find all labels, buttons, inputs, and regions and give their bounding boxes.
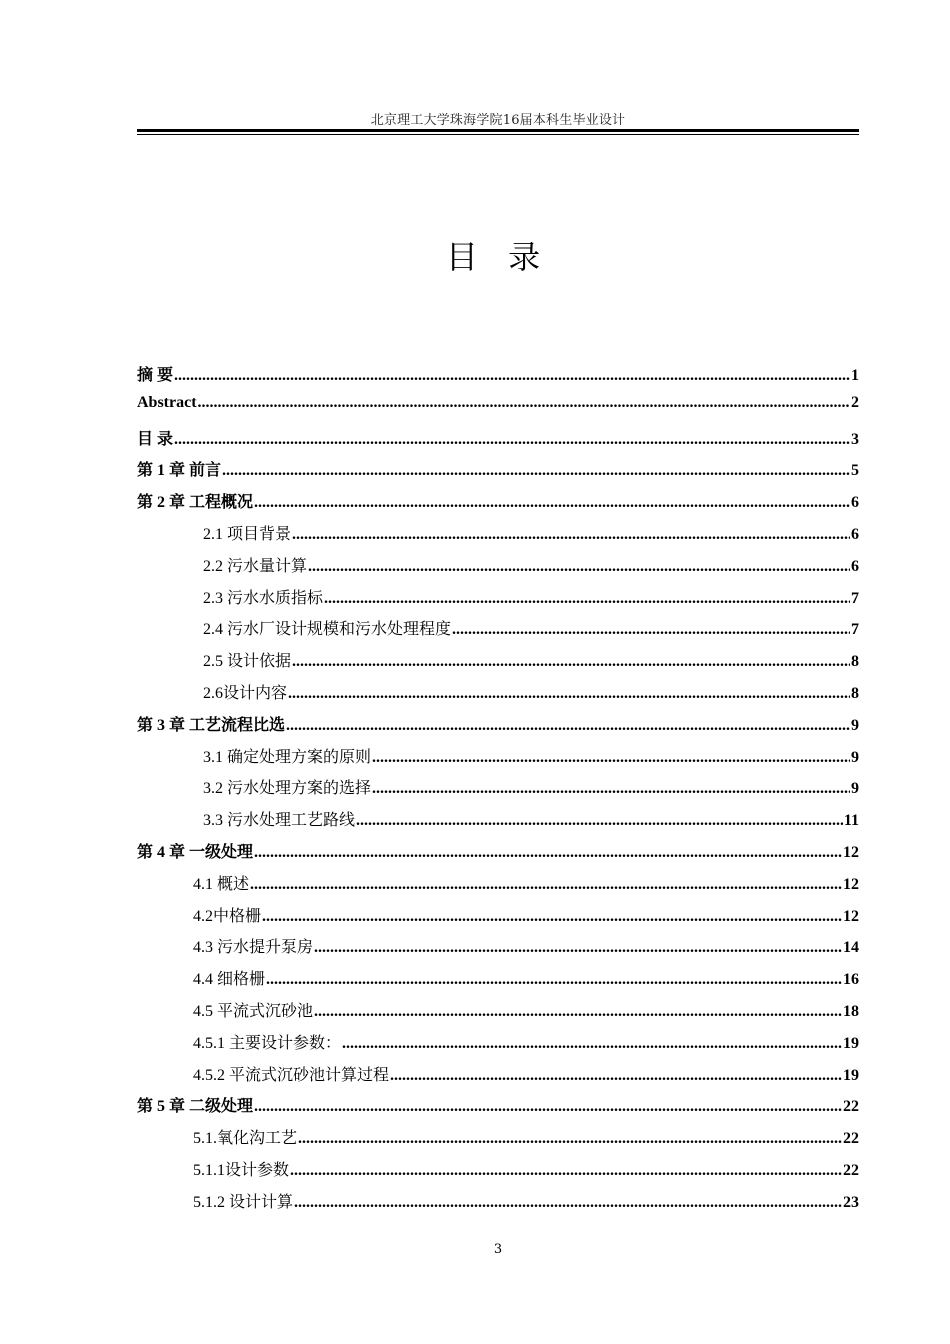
toc-entry[interactable]	[137, 362, 859, 394]
toc-entry-label: 2.6设计内容	[203, 684, 288, 702]
toc-entry-label: 第 5 章 二级处理	[137, 1098, 254, 1116]
toc-dot-leader	[174, 367, 850, 385]
toc-dot-leader	[198, 394, 850, 412]
toc-dot-leader	[314, 939, 842, 957]
toc-entry[interactable]	[137, 457, 859, 489]
toc-entry-label: 4.4 细格栅	[193, 971, 266, 989]
toc-entry-label: 4.1 概述	[193, 875, 250, 893]
header-rule-thin	[137, 134, 859, 135]
toc-entry-page: 9	[851, 780, 859, 798]
table-of-contents	[137, 362, 859, 1221]
toc-entry[interactable]	[137, 1062, 859, 1094]
running-header: 北京理工大学珠海学院16届本科生毕业设计	[370, 113, 626, 128]
toc-dot-leader	[222, 462, 850, 480]
toc-dot-leader	[292, 653, 850, 671]
toc-dot-leader	[174, 431, 850, 449]
toc-dot-leader	[372, 749, 850, 767]
toc-entry-label: 5.1.2 设计计算	[193, 1193, 294, 1211]
toc-entry-page: 8	[851, 653, 859, 671]
toc-entry-label: 2.4 污水厂设计规模和污水处理程度	[203, 621, 452, 639]
toc-entry[interactable]	[137, 1157, 859, 1189]
toc-entry-page: 12	[843, 843, 859, 861]
toc-dot-leader	[294, 1194, 842, 1212]
toc-entry-page: 9	[851, 716, 859, 734]
toc-dot-leader	[288, 685, 850, 703]
toc-entry[interactable]	[137, 903, 859, 935]
toc-entry[interactable]	[137, 966, 859, 998]
toc-dot-leader	[298, 1130, 842, 1148]
toc-dot-leader	[250, 876, 842, 894]
toc-entry-label: 4.5.1 主要设计参数：	[193, 1034, 342, 1052]
toc-entry[interactable]	[137, 744, 859, 776]
toc-entry-label: 目 录	[137, 430, 174, 448]
toc-entry-page: 19	[843, 1034, 859, 1052]
page-title: 目 录	[445, 238, 551, 276]
toc-entry-page: 22	[843, 1098, 859, 1116]
toc-entry-label: 第 2 章 工程概况	[137, 494, 254, 512]
toc-entry[interactable]	[137, 1189, 859, 1221]
toc-entry[interactable]	[137, 521, 859, 553]
toc-entry-page: 9	[851, 748, 859, 766]
toc-dot-leader	[254, 494, 850, 512]
toc-dot-leader	[356, 812, 843, 830]
toc-entry[interactable]	[137, 998, 859, 1030]
toc-entry-label: 5.1.1设计参数	[193, 1161, 290, 1179]
toc-dot-leader	[314, 1003, 842, 1021]
toc-entry-page: 22	[843, 1161, 859, 1179]
toc-dot-leader	[372, 780, 850, 798]
toc-dot-leader	[286, 717, 850, 735]
toc-entry-label: 3.3 污水处理工艺路线	[203, 812, 356, 830]
toc-entry[interactable]	[137, 585, 859, 617]
toc-entry-label: 3.1 确定处理方案的原则	[203, 748, 372, 766]
toc-dot-leader	[324, 590, 850, 608]
toc-entry[interactable]	[137, 394, 859, 426]
toc-entry-page: 12	[843, 907, 859, 925]
toc-entry[interactable]	[137, 775, 859, 807]
toc-dot-leader	[292, 526, 850, 544]
toc-entry-label: 第 1 章 前言	[137, 462, 222, 480]
toc-entry-page: 6	[851, 494, 859, 512]
toc-entry[interactable]	[137, 871, 859, 903]
toc-entry-label: 摘 要	[137, 367, 174, 384]
toc-entry-page: 2	[851, 393, 859, 411]
toc-dot-leader	[390, 1067, 842, 1085]
toc-entry[interactable]	[137, 648, 859, 680]
toc-entry[interactable]	[137, 712, 859, 744]
toc-entry-page: 6	[851, 525, 859, 543]
toc-entry-label: 第 3 章 工艺流程比选	[137, 716, 286, 734]
toc-entry-page: 16	[843, 971, 859, 989]
toc-dot-leader	[308, 558, 850, 576]
toc-entry-label: 4.5 平流式沉砂池	[193, 1002, 314, 1020]
toc-entry[interactable]	[137, 1030, 859, 1062]
toc-entry-page: 19	[843, 1066, 859, 1084]
toc-entry[interactable]	[137, 489, 859, 521]
toc-entry[interactable]	[137, 426, 859, 458]
toc-entry[interactable]	[137, 839, 859, 871]
toc-entry-page: 14	[843, 939, 859, 957]
toc-dot-leader	[262, 908, 842, 926]
toc-dot-leader	[266, 971, 842, 989]
toc-entry[interactable]	[137, 616, 859, 648]
toc-entry[interactable]	[137, 934, 859, 966]
toc-entry-page: 8	[851, 684, 859, 702]
toc-entry[interactable]	[137, 1093, 859, 1125]
toc-dot-leader	[254, 1098, 842, 1116]
toc-dot-leader	[254, 844, 842, 862]
toc-entry-label: 2.1 项目背景	[203, 525, 292, 543]
toc-entry-page: 7	[851, 589, 859, 607]
toc-dot-leader	[290, 1162, 842, 1180]
toc-entry[interactable]	[137, 680, 859, 712]
toc-entry-label: Abstract	[137, 393, 197, 411]
toc-entry-label: 4.3 污水提升泵房	[193, 939, 314, 957]
toc-entry-page: 12	[843, 875, 859, 893]
toc-entry[interactable]	[137, 553, 859, 585]
toc-entry-page: 7	[851, 621, 859, 639]
toc-entry-page: 3	[851, 430, 859, 448]
toc-entry-label: 5.1.氧化沟工艺	[193, 1130, 298, 1148]
toc-entry-page: 18	[843, 1002, 859, 1020]
header-rule-thick	[137, 129, 859, 132]
toc-dot-leader	[342, 1035, 842, 1053]
toc-entry-page: 11	[843, 812, 859, 830]
toc-entry[interactable]	[137, 1125, 859, 1157]
toc-entry-label: 2.5 设计依据	[203, 653, 292, 671]
toc-entry-label: 3.2 污水处理方案的选择	[203, 780, 372, 798]
toc-entry-page: 23	[843, 1193, 859, 1211]
toc-entry-label: 4.5.2 平流式沉砂池计算过程	[193, 1066, 390, 1084]
toc-entry-page: 1	[851, 367, 859, 384]
toc-dot-leader	[452, 621, 850, 639]
toc-entry-page: 22	[843, 1130, 859, 1148]
toc-entry[interactable]	[137, 807, 859, 839]
toc-entry-label: 第 4 章 一级处理	[137, 843, 254, 861]
toc-entry-label: 2.2 污水量计算	[203, 557, 308, 575]
toc-entry-page: 6	[851, 557, 859, 575]
toc-entry-label: 4.2中格栅	[193, 907, 262, 925]
footer-page-number: 3	[493, 1242, 503, 1257]
toc-entry-page: 5	[851, 462, 859, 480]
toc-entry-label: 2.3 污水水质指标	[203, 589, 324, 607]
